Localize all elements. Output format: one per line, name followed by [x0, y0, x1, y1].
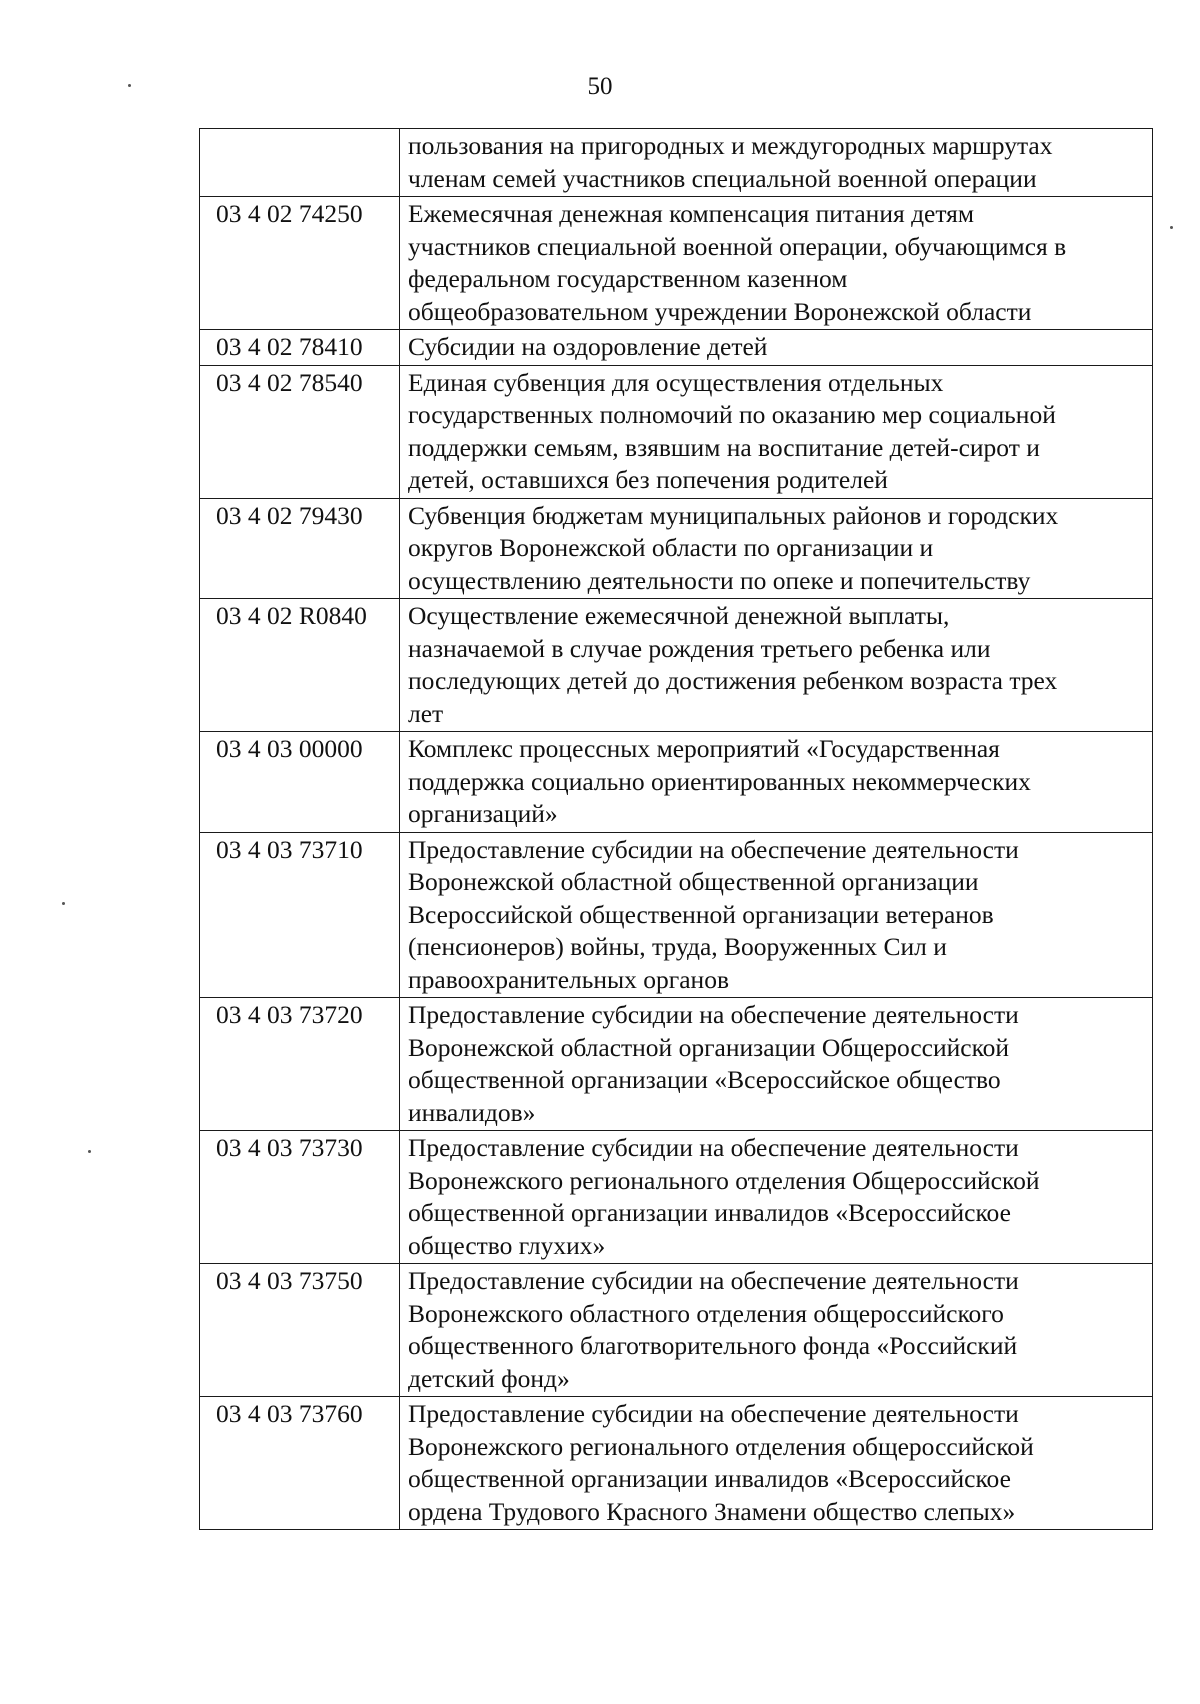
description-line: Осуществление ежемесячной денежной выплаты,	[408, 601, 950, 630]
description-line: пользования на пригородных и междугородных маршрутах	[408, 131, 1053, 160]
description-line: Предоставление субсидии на обеспечение деятельности	[408, 1399, 1019, 1428]
description-line: последующих детей до достижения ребенком возраста трех	[408, 666, 1058, 695]
description-line: назначаемой в случае рождения третьего ребенка или	[408, 633, 991, 663]
description-cell	[400, 1131, 1153, 1264]
description-line: детский фонд»	[408, 1363, 570, 1393]
budget-code-cell: 03 4 03 00000	[200, 732, 400, 833]
description-cell	[400, 998, 1153, 1131]
description-line: Воронежского областного отделения общероссийского	[408, 1298, 1004, 1328]
budget-code-cell: 03 4 03 73730	[200, 1131, 400, 1264]
budget-code-cell: 03 4 02 R0840	[200, 599, 400, 732]
description-cell	[400, 732, 1153, 833]
description-line: Комплекс процессных мероприятий «Государственная	[408, 734, 1000, 763]
description-line: Предоставление субсидии на обеспечение деятельности	[408, 1000, 1019, 1029]
description-cell	[400, 1264, 1153, 1397]
description-line: ордена Трудового Красного Знамени общество слепых»	[408, 1496, 1016, 1526]
description-line: Предоставление субсидии на обеспечение деятельности	[408, 834, 1019, 864]
description-line: поддержка социально ориентированных некоммерческих	[408, 766, 1031, 796]
description-line: общественной организации инвалидов «Всероссийское	[408, 1198, 1011, 1227]
table-row	[200, 599, 1153, 732]
description-line: общественного благотворительного фонда «Российский	[408, 1331, 1018, 1360]
table-row	[200, 365, 1153, 498]
table-row	[200, 1397, 1153, 1530]
description-line: Воронежской областной организации Общероссийской	[408, 1032, 1010, 1062]
description-line: общеобразовательном учреждении Воронежской области	[408, 296, 1032, 326]
description-line: общественной организации инвалидов «Всероссийское	[408, 1464, 1011, 1493]
table-row	[200, 330, 1153, 366]
table-row	[200, 197, 1153, 330]
page-number: 50	[587, 73, 613, 100]
scan-speck	[1170, 226, 1173, 229]
description-cell	[400, 129, 1153, 197]
description-cell	[400, 1397, 1153, 1530]
table-row	[200, 732, 1153, 833]
budget-code-cell: 03 4 02 74250	[200, 197, 400, 330]
description-line: федеральном государственном казенном	[408, 264, 848, 293]
table-row	[200, 498, 1153, 599]
budget-code-cell: 03 4 02 79430	[200, 498, 400, 599]
table-row	[200, 129, 1153, 197]
budget-code-cell: 03 4 02 78540	[200, 365, 400, 498]
table-row	[200, 832, 1153, 998]
description-line: Воронежской областной общественной организации	[408, 867, 979, 896]
description-line: округов Воронежской области по организации и	[408, 533, 934, 562]
description-line: (пенсионеров) войны, труда, Вооруженных Сил и	[408, 932, 947, 961]
description-line: Воронежского регионального отделения общероссийской	[408, 1431, 1034, 1461]
scan-speck	[128, 84, 131, 87]
description-line: участников специальной военной операции, обучающимся в	[408, 231, 1067, 261]
description-line: Субсидии на оздоровление детей	[408, 332, 768, 361]
budget-code-cell: 03 4 02 78410	[200, 330, 400, 366]
description-line: осуществлению деятельности по опеке и попечительству	[408, 565, 1031, 595]
table-body	[200, 129, 1153, 1530]
budget-code-cell: 03 4 03 73750	[200, 1264, 400, 1397]
description-line: Предоставление субсидии на обеспечение деятельности	[408, 1133, 1019, 1162]
scan-speck	[62, 902, 65, 905]
description-line: поддержки семьям, взявшим на воспитание детей-сирот и	[408, 432, 1040, 462]
budget-code-cell: 03 4 03 73720	[200, 998, 400, 1131]
description-line: организаций»	[408, 799, 558, 828]
description-line: общественной организации «Всероссийское общество	[408, 1065, 1001, 1094]
description-line: лет	[408, 698, 444, 728]
scan-speck	[88, 1150, 91, 1153]
description-cell	[400, 330, 1153, 366]
table-row	[200, 998, 1153, 1131]
description-line: общество глухих»	[408, 1230, 606, 1260]
description-line: Ежемесячная денежная компенсация питания детям	[408, 199, 975, 228]
description-line: инвалидов»	[408, 1097, 536, 1127]
description-cell	[400, 365, 1153, 498]
table-row	[200, 1264, 1153, 1397]
description-cell	[400, 832, 1153, 998]
table-row	[200, 1131, 1153, 1264]
description-cell	[400, 197, 1153, 330]
description-line: Предоставление субсидии на обеспечение деятельности	[408, 1266, 1019, 1295]
budget-code-cell: 03 4 03 73760	[200, 1397, 400, 1530]
description-cell	[400, 498, 1153, 599]
description-cell	[400, 599, 1153, 732]
description-line: Субвенция бюджетам муниципальных районов и городских	[408, 500, 1059, 530]
budget-code-cell	[200, 129, 400, 197]
description-line: детей, оставшихся без попечения родителей	[408, 465, 888, 494]
description-line: Всероссийской общественной организации ветеранов	[408, 899, 994, 929]
description-line: Единая субвенция для осуществления отдельных	[408, 367, 944, 397]
budget-code-cell: 03 4 03 73710	[200, 832, 400, 998]
description-line: членам семей участников специальной военной операции	[408, 163, 1037, 193]
budget-codes-table	[199, 128, 1153, 1530]
description-line: государственных полномочий по оказанию мер социальной	[408, 400, 1056, 429]
description-line: правоохранительных органов	[408, 964, 729, 994]
description-line: Воронежского регионального отделения Общероссийской	[408, 1165, 1040, 1195]
